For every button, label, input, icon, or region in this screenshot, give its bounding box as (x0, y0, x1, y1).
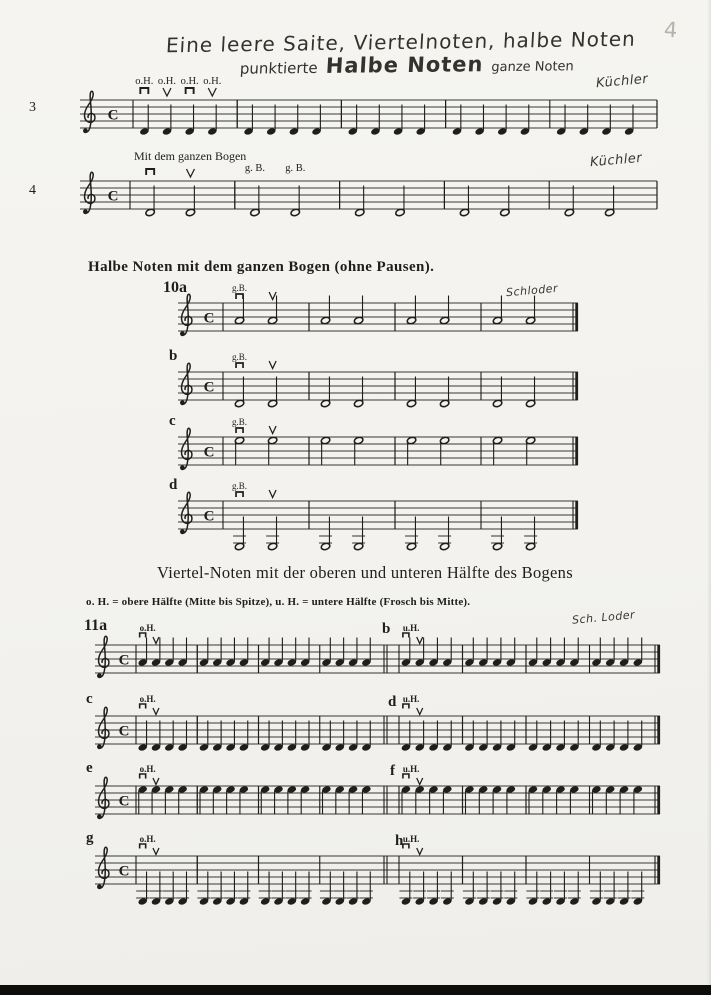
staff-exercise-10b (175, 352, 587, 423)
scan-bottom-edge (0, 985, 711, 995)
signature-schloder-2: Sch. Loder (571, 608, 636, 627)
svg-text:u.H.: u.H. (402, 834, 420, 844)
exercise-11b-label: b (382, 621, 391, 637)
exercise-3-number: 3 (29, 100, 36, 115)
svg-text:C: C (203, 310, 215, 327)
exercise-11e-label: e (86, 760, 93, 776)
heading-halbe-noten: Halbe Noten mit dem ganzen Bogen (ohne Pausen). (88, 259, 435, 275)
svg-text:C: C (118, 652, 130, 669)
staff-exercise-11ab (93, 618, 665, 701)
svg-text:o.H.: o.H. (139, 764, 156, 774)
staff-exercise-3 (75, 72, 665, 159)
svg-text:o.H.: o.H. (203, 76, 222, 87)
exercise-10d-label: d (169, 477, 178, 493)
svg-text:Mit dem ganzen Bogen: Mit dem ganzen Bogen (134, 149, 247, 163)
svg-text:g.B.: g.B. (232, 352, 248, 362)
handwritten-title-line1: Eine leere Saite, Viertelnoten, halbe Noten (165, 26, 637, 58)
svg-text:o.H.: o.H. (139, 694, 156, 704)
svg-text:C: C (107, 107, 119, 124)
title-halbe-noten: Halbe Noten (325, 52, 485, 78)
exercise-11f-label: f (390, 763, 395, 779)
svg-text:u.H.: u.H. (402, 764, 420, 774)
svg-text:C: C (203, 444, 215, 461)
svg-text:g.B.: g.B. (232, 417, 248, 427)
svg-text:g. B.: g. B. (244, 163, 266, 174)
exercise-11g-label: g (86, 830, 94, 846)
staff-exercise-10d (175, 481, 587, 562)
staff-exercise-10c (175, 417, 587, 488)
svg-text:C: C (107, 188, 119, 205)
title-ganze-noten: ganze Noten (490, 59, 575, 76)
svg-text:u.H.: u.H. (402, 694, 420, 704)
svg-text:C: C (118, 793, 130, 810)
svg-text:g. B.: g. B. (285, 163, 306, 174)
page-number: 4 (663, 17, 679, 43)
svg-text:g.B.: g.B. (232, 481, 248, 491)
svg-text:C: C (118, 723, 130, 740)
signature-schloder-1: Schloder (505, 281, 559, 300)
heading-viertel-noten: Viertel-Noten mit der oberen und unteren Hälfte des Bogens (157, 563, 573, 582)
signature-kuechler-2: Küchler (589, 150, 643, 171)
title-punktierte: punktierte (239, 58, 319, 78)
scan-edge-shadow (707, 0, 711, 995)
svg-text:o.H.: o.H. (157, 76, 177, 87)
staff-exercise-4 (75, 148, 665, 239)
signature-kuechler-1: Küchler (595, 71, 649, 92)
svg-text:C: C (118, 863, 130, 880)
exercise-11h-label: h (395, 833, 404, 849)
exercise-11a-label: 11a (84, 617, 108, 634)
svg-text:o.H.: o.H. (135, 76, 154, 87)
staff-exercise-11gh (93, 830, 665, 919)
exercise-11d-label: d (388, 694, 397, 710)
exercise-10a-label: 10a (163, 279, 187, 296)
svg-text:o.H.: o.H. (139, 834, 156, 844)
svg-text:o.H.: o.H. (139, 623, 156, 633)
svg-text:u.H.: u.H. (402, 623, 420, 633)
svg-text:C: C (203, 508, 215, 525)
exercise-11c-label: c (86, 691, 93, 707)
svg-text:g.B.: g.B. (232, 283, 248, 293)
bow-half-legend: o. H. = obere Hälfte (Mitte bis Spitze), u. H. = untere Hälfte (Frosch bis Mitte). (86, 596, 471, 608)
exercise-10b-label: b (169, 348, 178, 364)
svg-text:C: C (203, 379, 215, 396)
exercise-10c-label: c (169, 413, 176, 429)
exercise-4-number: 4 (29, 183, 36, 198)
svg-text:o.H.: o.H. (180, 76, 199, 87)
